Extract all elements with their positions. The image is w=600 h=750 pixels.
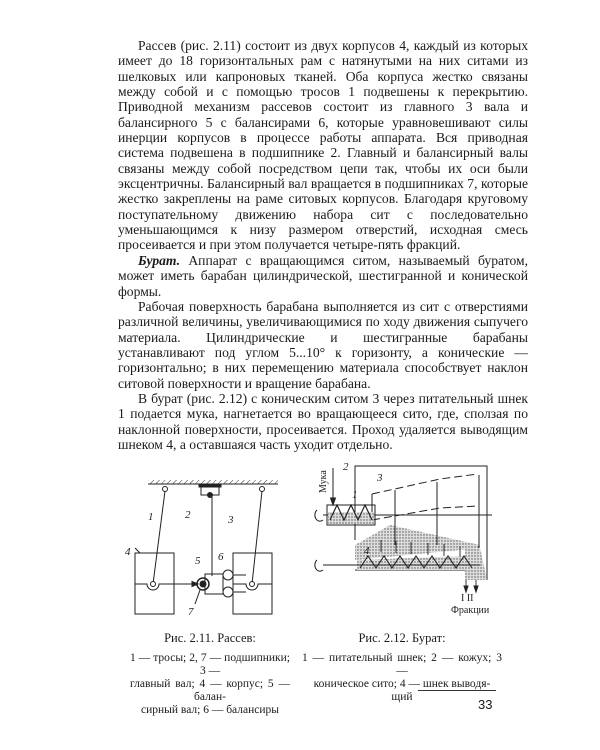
fractions-label: Фракции xyxy=(451,605,490,616)
label-3: 3 xyxy=(228,514,234,526)
paragraph-surface: Рабочая поверхность барабана выполняется из сит с отверстиями различной величины, увеличивающимися по ходу движения сыпучего материала. Цилиндрические и шестигранные барабаны устанавливают под углом 5...10° к горизонту, а конические — горизонтально; в них перемещению материала способствует наклон ситовой поверхности и вращение барабана. xyxy=(118,298,528,391)
figure-rassev-diagram xyxy=(135,480,278,614)
fractions-numbers: I II xyxy=(461,593,474,604)
term-burat: Бурат. xyxy=(138,252,181,268)
caption-line: коническое сито; 4 — шнек выводя- xyxy=(313,678,491,690)
conical-sieve-3 xyxy=(372,474,478,494)
figure-rassev-labels xyxy=(125,509,234,618)
paragraph-rassev: Рассев (рис. 2.11) состоит из двух корпусов 4, каждый из которых имеет до 18 горизонтальных рам с натянутыми на них ситами из шелковых или капроновых тканей. Оба корпуса жестко связаны между собой и с помощью тросов 1 подвешены к перекрытию. Приводной механизм рассевов состоит из главного 3 вала и балансирного 5 с балансирами 6, которые уравновешивают силы инерции корпусов в процессе работы аппарата. Вся приводная система подвешена в подшипнике 2. Главный и балансирный валы связаны между собой посредством цепи так, чтобы их оси были эксцентричны. Балансирный вал вращается в подшипниках 7, которые жестко закреплены на раме ситовых корпусов. Благодаря круговому поступательному движению набора сит с последовательно уменьшающимся к низу размером отверстий, исходная смесь просеивается и при этом получается четыре-пять фракций. xyxy=(118,38,528,253)
caption-line: 1 — питательный шнек; 2 — кожух; 3 — xyxy=(302,652,502,677)
label-6: 6 xyxy=(218,551,224,563)
label-4: 4 xyxy=(364,545,370,557)
caption-line: сирный вал; 6 — балансиры xyxy=(141,704,279,716)
rope-1-right xyxy=(252,491,262,584)
caption-fig-2-11 xyxy=(130,631,290,717)
label-flour: Мука xyxy=(318,470,329,493)
footer-rule xyxy=(418,690,496,691)
balancer-6-top xyxy=(223,570,233,580)
page-number: 33 xyxy=(478,697,493,712)
label-7: 7 xyxy=(188,606,194,618)
paragraph-process: В бурат (рис. 2.12) с коническим ситом 3 через питательный шнек 1 подается мука, нагнетается во вращающееся сито, где, сползая по наклонной поверхности, просеивается. Проход удаляется выводящим шнеком 4, а оставшаяся часть уходит отдельно. xyxy=(118,390,528,452)
balancer-6-bottom xyxy=(223,587,233,597)
rotation-arrow-bottom xyxy=(315,560,323,571)
caption-fig-2-12 xyxy=(302,631,502,704)
caption-line: щий xyxy=(391,691,413,703)
label-2: 2 xyxy=(185,509,191,521)
ceiling xyxy=(148,480,278,484)
label-4: 4 xyxy=(125,546,131,558)
figure-burat-diagram xyxy=(315,466,492,592)
caption-line: 1 — тросы; 2, 7 — подшипники; 3 — xyxy=(130,652,290,677)
rope-1 xyxy=(153,491,165,584)
paragraph-burat: Бурат. Аппарат с вращающимся ситом, называемый буратом, может иметь барабан цилиндрической, шестигранной и конической формы. xyxy=(118,252,528,299)
rotation-arrow-top xyxy=(315,510,323,521)
label-1: 1 xyxy=(148,511,154,523)
label-2: 2 xyxy=(343,461,349,473)
label-1: 1 xyxy=(352,489,358,501)
label-5: 5 xyxy=(195,555,201,567)
caption-line: главный вал; 4 — корпус; 5 — балан- xyxy=(130,678,290,703)
label-3: 3 xyxy=(377,472,383,484)
caption-title: Рис. 2.12. Бурат: xyxy=(358,631,446,645)
caption-title: Рис. 2.11. Рассев: xyxy=(164,631,256,645)
